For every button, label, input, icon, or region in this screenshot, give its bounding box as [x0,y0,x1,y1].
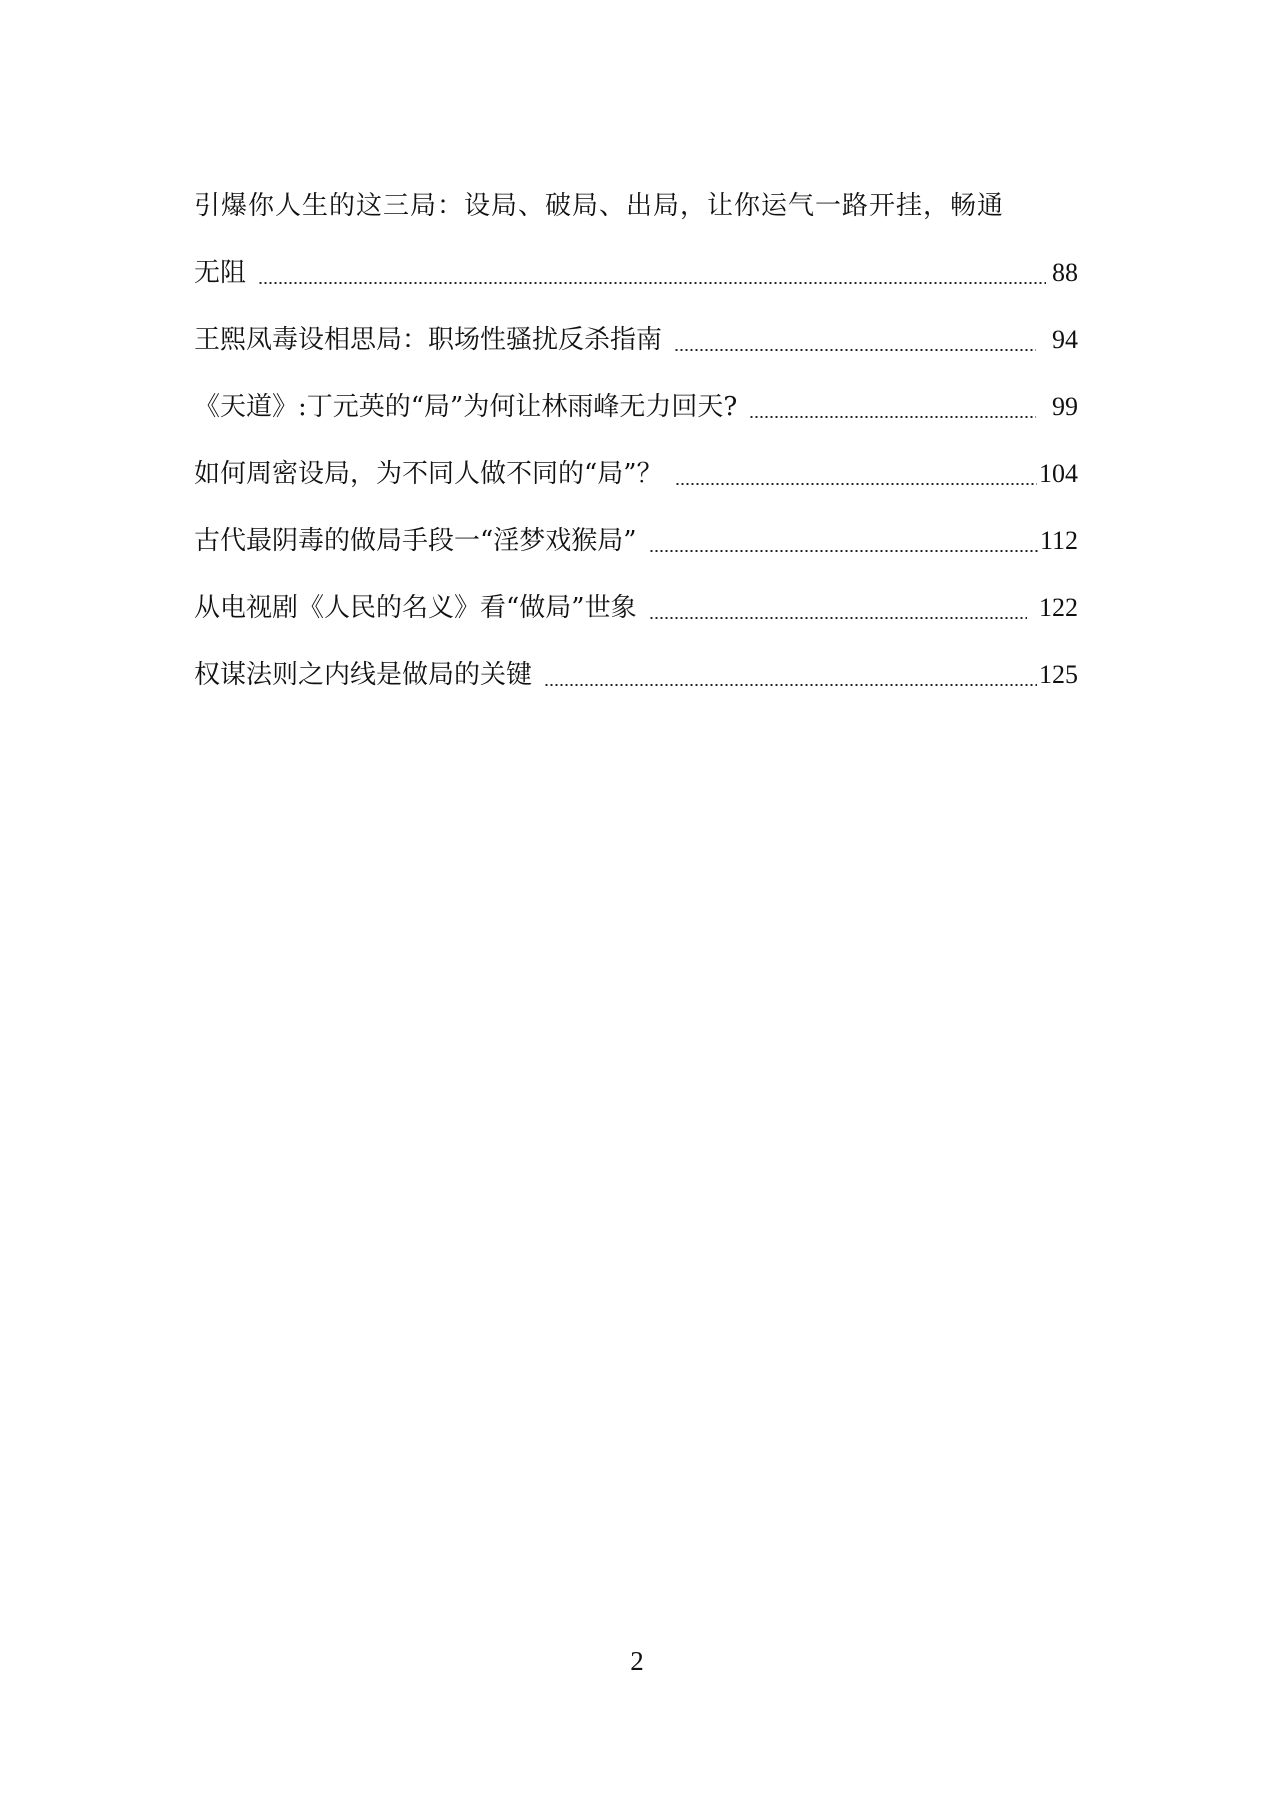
toc-entry-page: 125 [1039,659,1078,689]
toc-entry[interactable] [194,440,1078,507]
toc-entry-title: 如何周密设局，为不同人做不同的“局”？ [194,458,663,489]
toc-entry-title: 王熙凤毒设相思局：职场性骚扰反杀指南 [194,324,663,355]
table-of-contents [194,172,1078,708]
toc-entry[interactable] [194,373,1078,440]
page-number: 2 [630,1646,644,1676]
toc-entry[interactable] [194,641,1078,708]
toc-entry-page: 112 [1039,525,1078,555]
dot-leader [258,282,1046,284]
toc-entry-page: 122 [1039,592,1078,622]
toc-entry-title: 权谋法则之内线是做局的关键 [194,659,533,690]
dot-leader [544,684,1037,686]
toc-entry-page: 99 [1052,391,1078,421]
dot-leader [649,550,1038,552]
toc-entry-title: 无阻 [194,257,247,288]
toc-entry[interactable] [194,507,1078,574]
toc-entry-page: 94 [1052,324,1078,354]
toc-entry[interactable] [194,239,1078,306]
toc-entry-page: 104 [1039,458,1078,488]
dot-leader [649,617,1027,619]
dot-leader [675,483,1037,485]
toc-entry-title-continued [194,172,1078,239]
toc-entry[interactable] [194,574,1078,641]
toc-entry-title: 从电视剧《人民的名义》看“做局”世象 [194,592,637,623]
toc-entry-title: 古代最阴毒的做局手段一“淫梦戏猴局” [194,525,637,556]
dot-leader [674,349,1036,351]
dot-leader [749,416,1036,418]
toc-entry-page: 88 [1052,257,1078,287]
toc-entry[interactable] [194,306,1078,373]
toc-entry-title: 《天道》:丁元英的“局”为何让林雨峰无力回天? [194,391,738,422]
toc-entry-title-line1: 引爆你人生的这三局：设局、破局、出局，让你运气一路开挂，畅通 [194,190,1005,221]
